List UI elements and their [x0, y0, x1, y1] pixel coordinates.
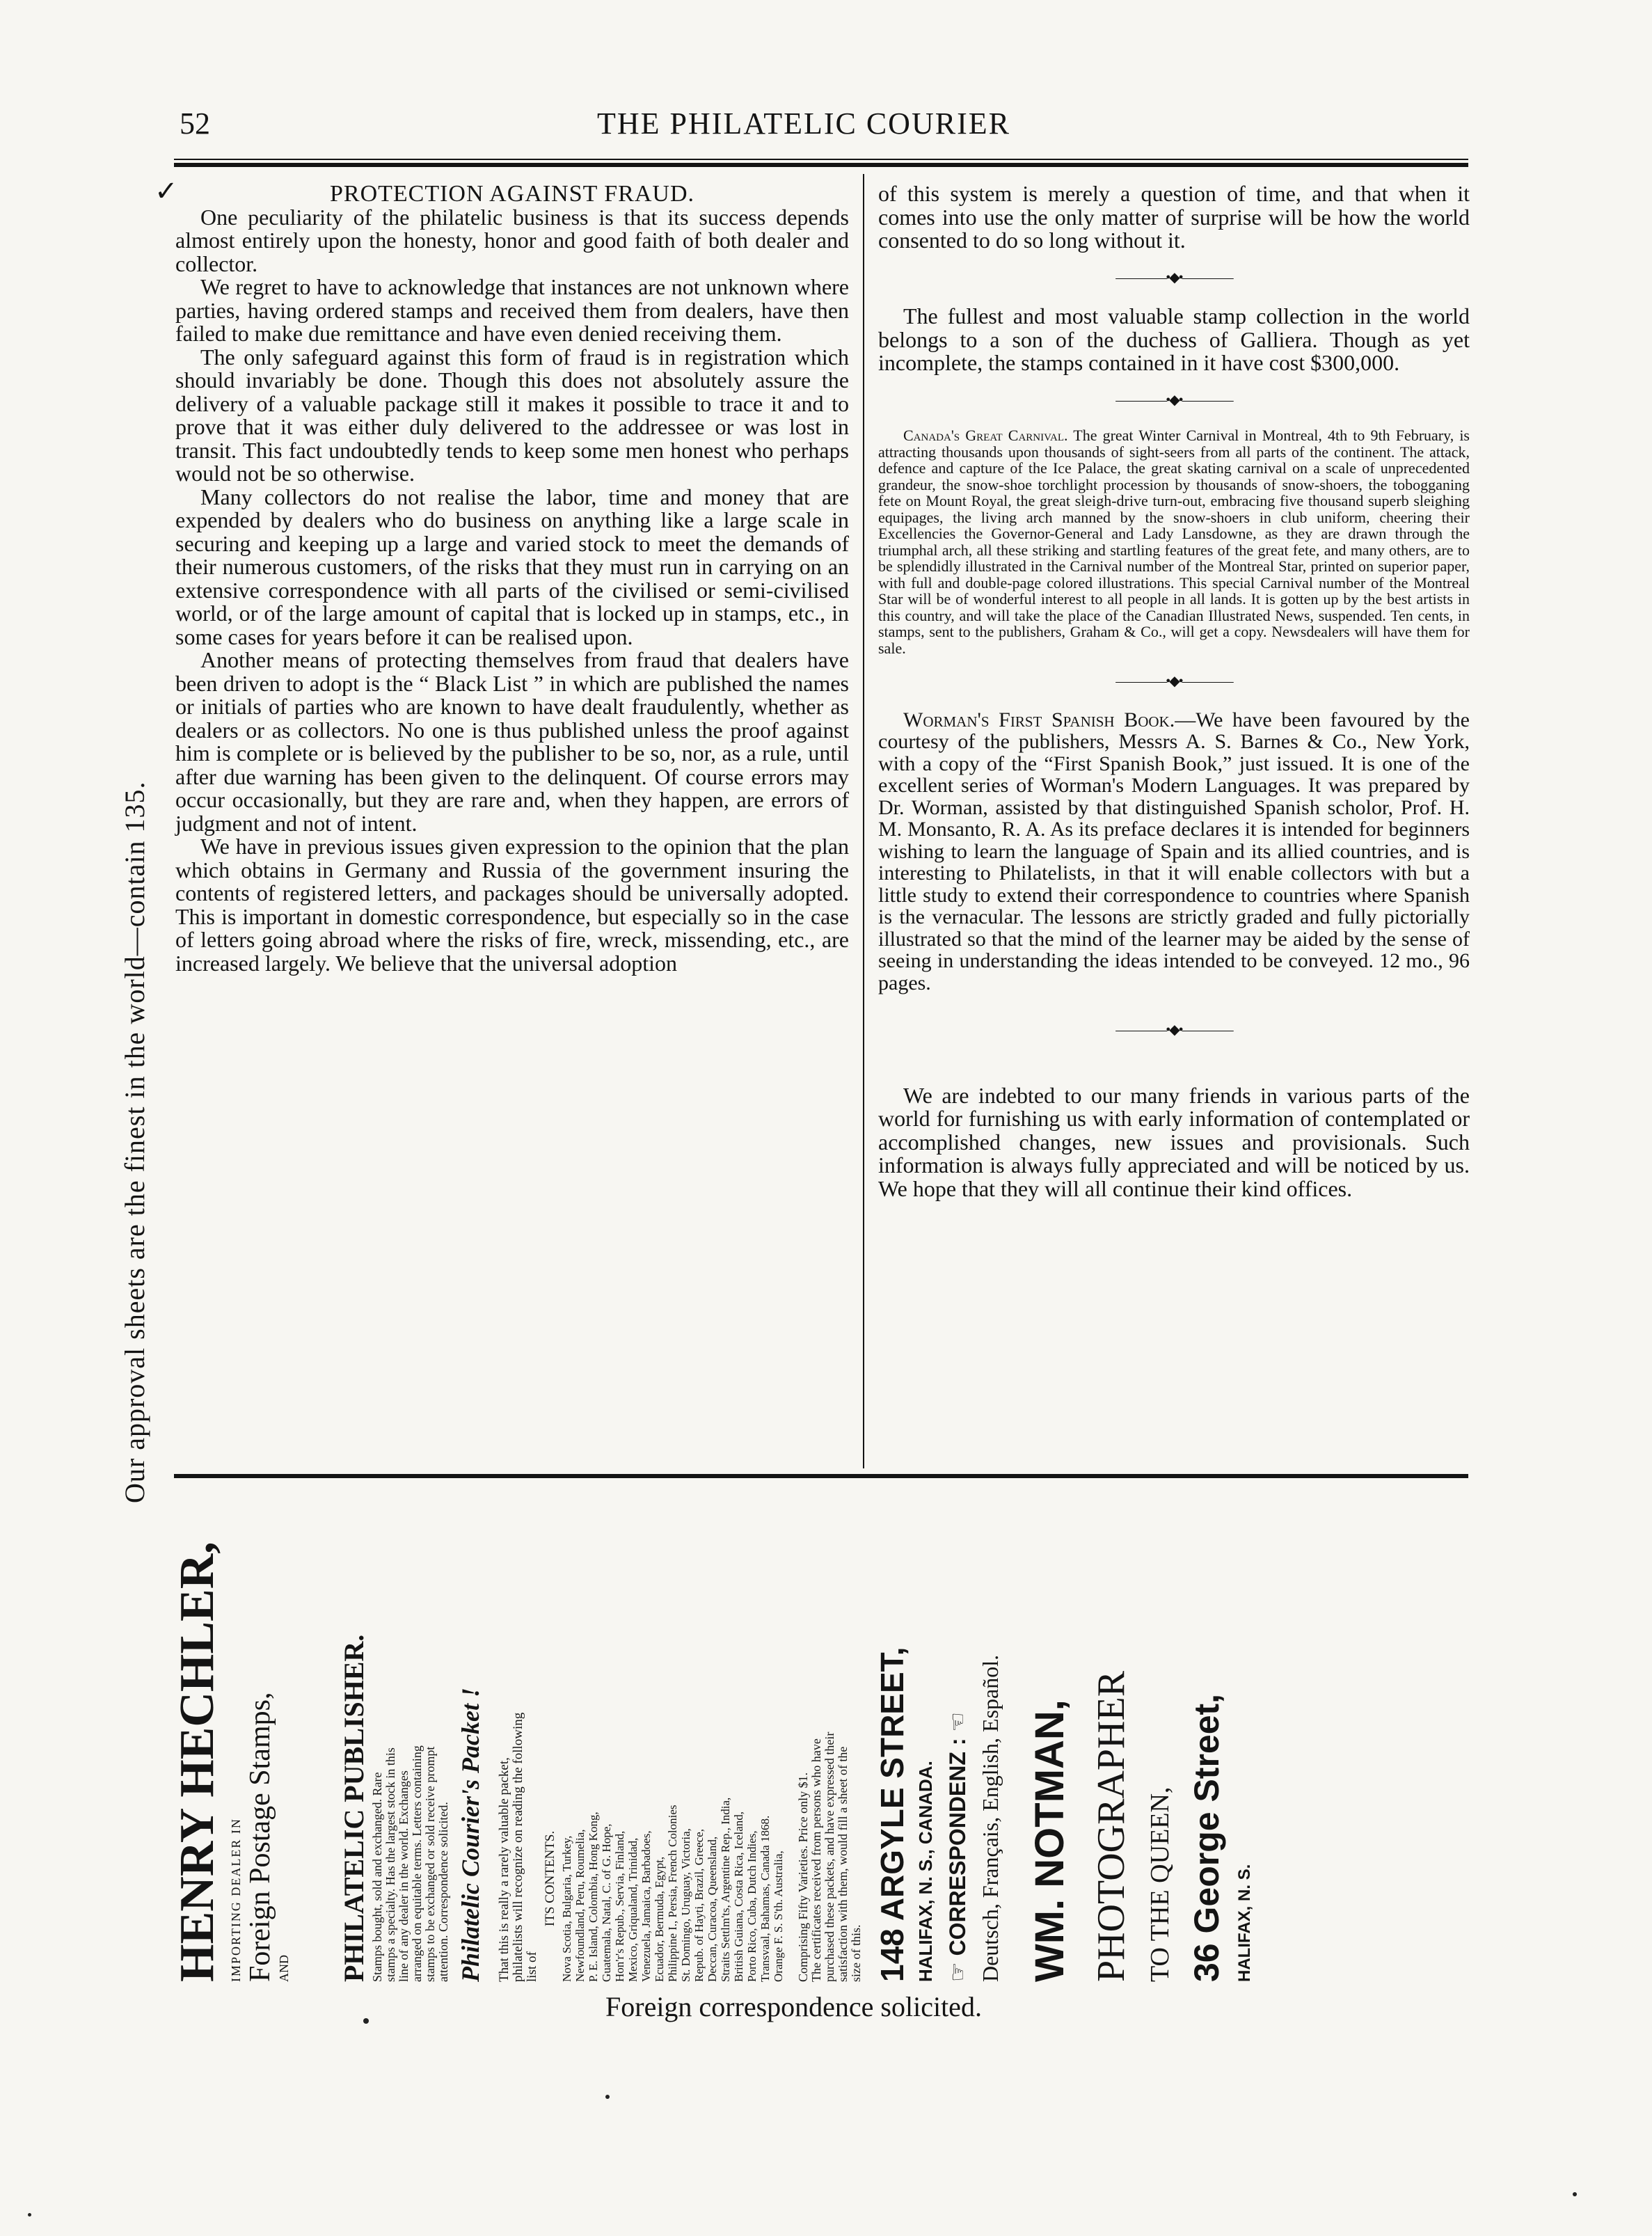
ad-certificate-text: purchased these packets, and have expressed their — [823, 1731, 836, 1982]
thanks-note: We are indebted to our many friends in various parts of the world for furnishing us with early information of contemplated or accomplished changes, new issues and provisionals. Such information is always fully appreciated and will be noticed by us. We hope that they will all continue their kind offices. — [878, 1082, 1470, 1201]
ad-country-row: Hon'r's Repub., Servia, Finland, — [613, 1830, 626, 1982]
ad-notman-queen: TO THE QUEEN, — [1145, 1786, 1175, 1982]
ornament-divider: ————•◆•———— — [1115, 674, 1232, 689]
right-column — [878, 182, 1470, 1200]
ornament-divider: ————•◆•———— — [1115, 269, 1232, 285]
ad-address-street: 148 ARGYLE STREET, — [874, 1647, 910, 1982]
ad-country-row: Mexico, Griqualand, Trinidad, — [626, 1837, 640, 1982]
footer-line: Foreign correspondence solicited. — [605, 1991, 982, 2022]
ad-stamps-text: line of any dealer in the world. Exchanges — [397, 1770, 411, 1982]
ad-name: HENRY HECHLER, — [170, 1541, 224, 1982]
ad-correspondenz: ☞ CORRESPONDENZ : ☜ — [945, 1711, 970, 1982]
header-rule — [174, 163, 1468, 167]
ad-country-row: Guatemala, Natal, C. of G. Hope, — [600, 1823, 613, 1982]
book-review-lead: Worman's First Spanish Book. — [903, 708, 1175, 731]
ad-country-row: Nova Scotia, Bulgaria, Turkey, — [560, 1835, 573, 1982]
ad-notman-city: HALIFAX, N. S. — [1235, 1864, 1254, 1982]
ad-stamps-text: Stamps bought, sold and exchanged. Rare — [370, 1772, 384, 1982]
ad-address-city: HALIFAX, N. S., CANADA. — [915, 1761, 936, 1982]
ad-country-row: Philippine I., Persia, French Colonies — [666, 1805, 679, 1982]
article-title: PROTECTION AGAINST FRAUD. — [329, 181, 695, 207]
ad-notman-name: WM. NOTMAN, — [1027, 1699, 1072, 1982]
collection-note: The fullest and most valuable stamp collection in the world belongs to a son of the duchess of Galliera. Though as yet incomplete, the stamps contained in it have cost $300,000. — [878, 303, 1470, 375]
ad-line4: PHILATELIC PUBLISHER. — [338, 1634, 370, 1982]
ad-stamps-text: arranged on equitable terms. Letters containing — [410, 1745, 424, 1982]
ad-packet-intro: list of — [525, 1951, 539, 1982]
ad-country-row: Transvaal, Bahamas, Canada 1868. — [759, 1815, 772, 1982]
ink-speck — [28, 2213, 31, 2217]
ad-rule — [174, 1474, 1468, 1478]
ad-country-row: Repub. of Hayti, Brazil, Greece, — [692, 1829, 706, 1982]
page-header — [180, 106, 1474, 154]
ad-country-row: Orange F. S. S'th. Australia, — [772, 1850, 785, 1982]
ad-line1: IMPORTING DEALER IN — [229, 1818, 243, 1982]
ad-country-row: Venezuela, Jamaica, Barbadoes, — [640, 1830, 653, 1982]
book-review-text: —We have been favoured by the courtesy of the publishers, Messrs A. S. Barnes & Co., New York, with a copy of the “First Spanish Book,” just issued. It is one of the excellent series of Worman's Modern Languages. It was prepared by Dr. Worman, assisted by that distinguished Spanish scholor, Prof. H. M. Monsanto, R. A. As its preface declares it is intended for beginners wishing to learn the language of Spain and its allied countries, and is interesting to Philatelists, in that it will enable collectors with but a little study to extend their correspondence to countries where Spanish is the vernacular. The lessons are strictly graded and fully pictorially illustrated so that the mind of the learner may be aided by the sense of seeing in understanding the ideas intended to be conveyed. 12 mo., 96 pages. — [878, 708, 1470, 994]
article-continuation: of this system is merely a question of time, and that when it comes into use the only matter of surprise will be how the world consented to do so long without it. — [878, 181, 1470, 253]
article-paragraph: Many collectors do not realise the labor, time and money that are expended by dealers who do business on anything like a large scale in securing and keeping up a large and varied stock to meet the demands of their numerous customers, of the risks that they must run in carrying on an extensive correspondence with all parts of the civilised or semi-civilised world, or of the large amount of capital that is locked up in stamps, etc., in some cases for years before it can be realised upon. — [175, 484, 849, 649]
ink-speck — [363, 2018, 369, 2024]
carnival-lead: Canada's Great Carnival. — [903, 427, 1068, 444]
ad-country-row: Newfoundland, Peru, Roumelia, — [573, 1829, 587, 1982]
ad-country-row: British Guiana, Costa Rica, Iceland, — [732, 1811, 745, 1982]
ad-notman-street: 36 George Street, — [1187, 1693, 1226, 1982]
ad-contents-label: ITS CONTENTS. — [543, 1830, 557, 1926]
ad-stamps-text: stamps a specialty. Has the largest stock in this — [383, 1747, 397, 1982]
ad-line2: Foreign Postage Stamps, — [244, 1692, 276, 1982]
ad-country-row: St. Domingo, Uruguay, Victoria, — [679, 1828, 692, 1982]
ad-packet-intro: That this is really a rarely valuable packet, — [497, 1757, 511, 1982]
article-paragraph: The only safeguard against this form of fraud is in registration which should invariably be done. Though this does not absolutely assure the delivery of a valuable package still it makes it possible to trace it and to prove that it was either duly delivered to the addressee or was lost in transit. This fact undoubtedly tends to keep some men honest who perhaps would not be so otherwise. — [175, 344, 849, 486]
ornament-divider: ————•◆•———— — [1115, 392, 1232, 408]
ad-languages: Deutsch, Français, English, Español. — [978, 1654, 1003, 1982]
ad-certificate-text: size of this. — [849, 1924, 863, 1982]
ad-country-row: Ecuador, Bermuda, Egypt, — [653, 1856, 666, 1982]
column-divider — [863, 174, 864, 1468]
page-number: 52 — [180, 106, 210, 141]
header-rule-top — [174, 159, 1468, 160]
book-review — [878, 709, 1470, 994]
ad-country-row: Deccan, Curacoa, Queensland, — [706, 1836, 719, 1982]
ad-country-row: P. E. Island, Colombia, Hong Kong, — [587, 1811, 600, 1982]
margin-note: Our approval sheets are the finest in the world—contain 135. — [119, 781, 150, 1503]
article-paragraph: We regret to have to acknowledge that instances are not unknown where parties, having ordered stamps and received them from dealers, have then failed to make due remittance and have even denied receiving them. — [175, 274, 849, 346]
ad-notman-title: PHOTOGRAPHER — [1090, 1670, 1133, 1982]
ad-stamps-text: stamps to be exchanged or sold receive prompt — [423, 1746, 437, 1982]
ad-packet-intro: philatelists will recognize on reading the following — [511, 1712, 525, 1982]
ad-stamps-text: attention. Correspondence solicited. — [436, 1802, 450, 1982]
carnival-text: The great Winter Carnival in Montreal, 4th to 9th February, is attracting thousands upon thousands of sight-seers from all parts of the continent. The attack, defence and capture of the Ice Palace, the great skating carnival on a scale of unprecedented grandeur, the snow-shoe torchlight procession by thousands of snow-shoers, the tobogganing fete on Mount Royal, the great sleigh-drive turn-out, embracing five thousand superb sleighing equipages, the living arch manned by the snow-shoers in club uniform, cheering their Excellencies the Governor-General and Lady Lansdowne, as they are drawn through the triumphal arch, all these striking and startling features of the great fete, and many others, are to be splendidly illustrated in the Carnival number of the Montreal Star, printed on superior paper, with full and double-page colored illustrations. This special Carnival number of the Montreal Star will be of wonderful interest to all people in all lands. It is gotten up by the best artists in this country, and will take the place of the Canadian Illustrated News, suspended. Ten cents, in stamps, sent to the publishers, Graham & Co., will get a copy. Newsdealers will have them for sale. — [878, 427, 1470, 657]
ad-packet-title: Philatelic Courier's Packet ! — [456, 1688, 484, 1982]
advertisement — [170, 1481, 1409, 1982]
ad-country-row: Straits Settlm'ts, Argentine Rep., India, — [719, 1797, 732, 1982]
ink-speck — [605, 2095, 610, 2099]
ink-speck — [1573, 2192, 1577, 2196]
ad-country-row: Porto Rico, Cuba, Dutch Indies, — [745, 1830, 759, 1982]
article-paragraph: We have in previous issues given expression to the opinion that the plan which obtains in Germany and Russia of the government insuring the contents of registered letters, and packages should be universally adopted. This is important in domestic correspondence, but especially so in the case of letters going abroad where the risks of fire, wreck, missending, etc., are increased largely. We believe that the universal adoption — [175, 834, 849, 976]
running-title: THE PHILATELIC COURIER — [597, 106, 1010, 141]
ad-line3: AND — [277, 1955, 291, 1982]
ad-fifty-line: Comprising Fifty Varieties. Price only $1. — [796, 1772, 810, 1982]
ad-certificate-text: The certificates received from persons who have — [809, 1738, 823, 1982]
article-fraud — [154, 175, 849, 976]
check-mark-icon: ✓ — [154, 175, 178, 207]
ornament-divider: ————•◆•———— — [1115, 1022, 1232, 1038]
article-paragraph: Another means of protecting themselves from fraud that dealers have been driven to adopt is the “ Black List ” in which are published the names or initials of parties who are known to have dealt fraudulently, whether as dealers or as collectors. No one is thus published unless the proof against him is complete or is believed by the publisher to be so, nor, as a rule, until after due warning has been given to the delinquent. Of course errors may occur occasionally, but they are rare and, when they happen, are errors of judgment and not of intent. — [175, 647, 849, 836]
carnival-notice — [878, 427, 1470, 656]
article-paragraph: One peculiarity of the philatelic business is that its success depends almost entirely upon the honesty, honor and good faith of both dealer and collector. — [175, 204, 849, 276]
ad-certificate-text: satisfaction with them, would fill a sheet of the — [836, 1746, 850, 1982]
